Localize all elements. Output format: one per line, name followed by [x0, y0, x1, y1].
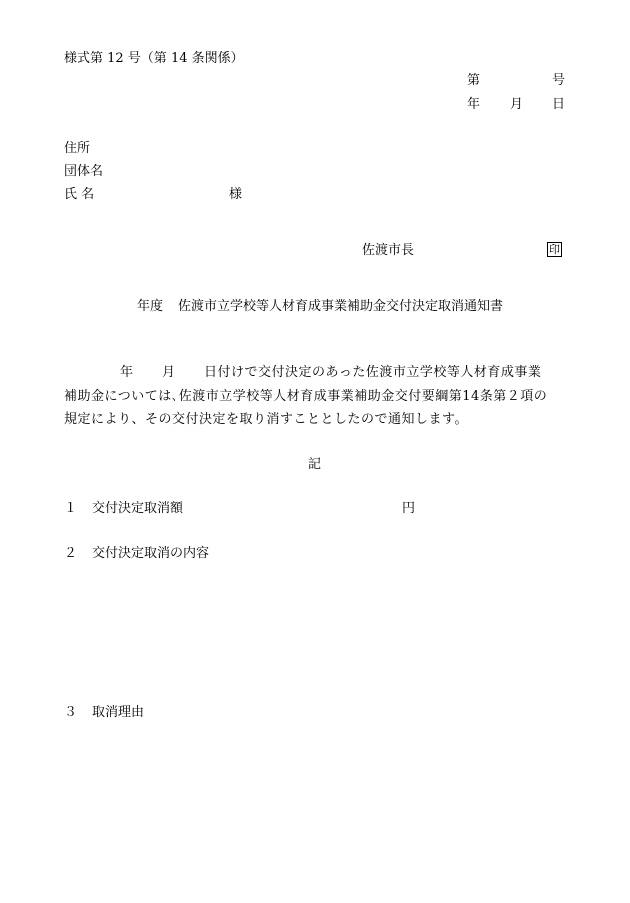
address-label: 住所 [64, 141, 91, 156]
body-date-month: 月 [162, 365, 176, 380]
issuer-title: 佐渡市長 [362, 243, 415, 258]
name-label: 氏 名 [64, 187, 95, 202]
body-date-year: 年 [120, 365, 134, 380]
doc-number-suffix: 号 [552, 73, 566, 88]
doc-number-prefix: 第 [467, 73, 481, 88]
doc-date-year: 年 [467, 97, 481, 112]
item-3-label: 取消理由 [92, 705, 145, 720]
doc-date-day: 日 [552, 97, 566, 112]
ki-heading: 記 [308, 457, 322, 472]
body-line3: 規定により、その交付決定を取り消すこととしたので通知します。 [64, 412, 468, 427]
doc-title-year-suffix: 年度 [137, 299, 164, 314]
honorific: 様 [229, 187, 243, 202]
item-2-label: 交付決定取消の内容 [92, 546, 210, 561]
item-1-num: １ [64, 501, 78, 516]
item-1-label: 交付決定取消額 [92, 501, 184, 516]
org-label: 団体名 [64, 164, 104, 179]
body-line1: 日付けで交付決定のあった佐渡市立学校等人材育成事業 [204, 365, 542, 380]
doc-date-month: 月 [510, 97, 524, 112]
item-2-num: ２ [64, 546, 78, 561]
form-id: 様式第 12 号（第 14 条関係） [64, 51, 244, 66]
item-1-unit: 円 [402, 501, 416, 516]
item-3-num: ３ [64, 705, 78, 720]
seal-mark [547, 242, 562, 257]
seal-icon: 印 [549, 243, 560, 256]
body-line2: 補助金については､佐渡市立学校等人材育成事業補助金交付要綱第14条第２項の [64, 389, 548, 404]
doc-title-text: 佐渡市立学校等人材育成事業補助金交付決定取消通知書 [178, 299, 504, 314]
